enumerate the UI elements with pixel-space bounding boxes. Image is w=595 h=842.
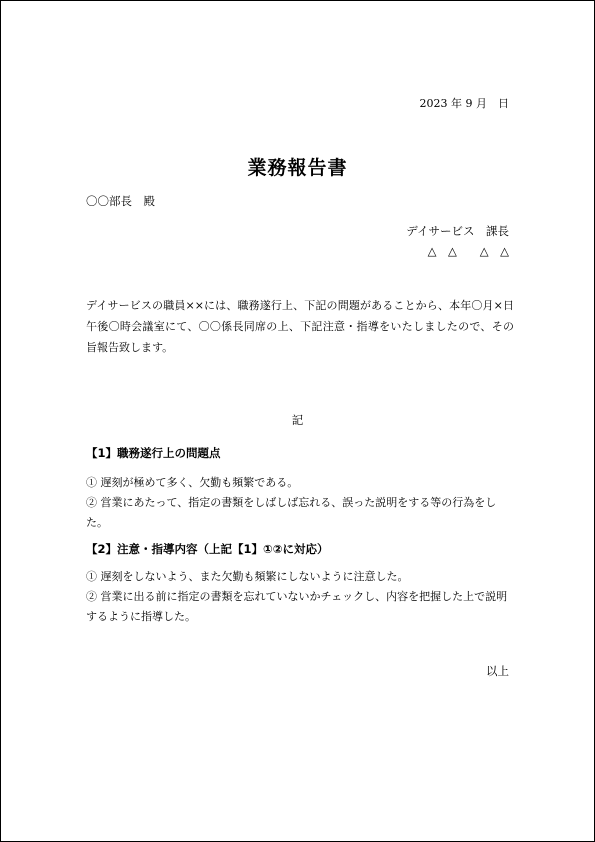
section-heading-problems: 【1】職務遂行上の問題点: [86, 446, 221, 460]
section-items-problems: [86, 473, 516, 533]
list-item: ① 遅刻をしないよう、また欠勤も頻繁にしないように注意した。: [86, 570, 409, 583]
sender-name: △ △ △ △: [427, 244, 509, 258]
section-heading-guidance: 【2】注意・指導内容（上記【1】①②に対応）: [86, 542, 329, 556]
section-items-guidance: [86, 567, 516, 627]
list-item: ② 営業に出る前に指定の書類を忘れていないかチェックし、内容を把握した上で説明するように指導した。: [86, 590, 508, 623]
report-date: 2023 年 9 月 日: [419, 97, 509, 110]
closing-ijo: 以上: [486, 664, 509, 678]
sender-block: [406, 221, 509, 261]
sender-department: デイサービス 課長: [406, 224, 509, 238]
list-item: ① 遅刻が極めて多く、欠勤も頻繁である。: [86, 476, 299, 489]
addressee: 〇〇部長 殿: [86, 194, 155, 208]
report-body: デイサービスの職員××には、職務遂行上、下記の問題があることから、本年〇月×日午後〇時会議室にて、〇〇係長同席の上、下記注意・指導をいたしましたので、その旨報告致します。: [86, 299, 514, 354]
document-title: 業務報告書: [247, 157, 348, 179]
ki-marker: 記: [291, 413, 304, 427]
list-item: ② 営業にあたって、指定の書類をしばしば忘れる、誤った説明をする等の行為をした。: [86, 496, 497, 529]
